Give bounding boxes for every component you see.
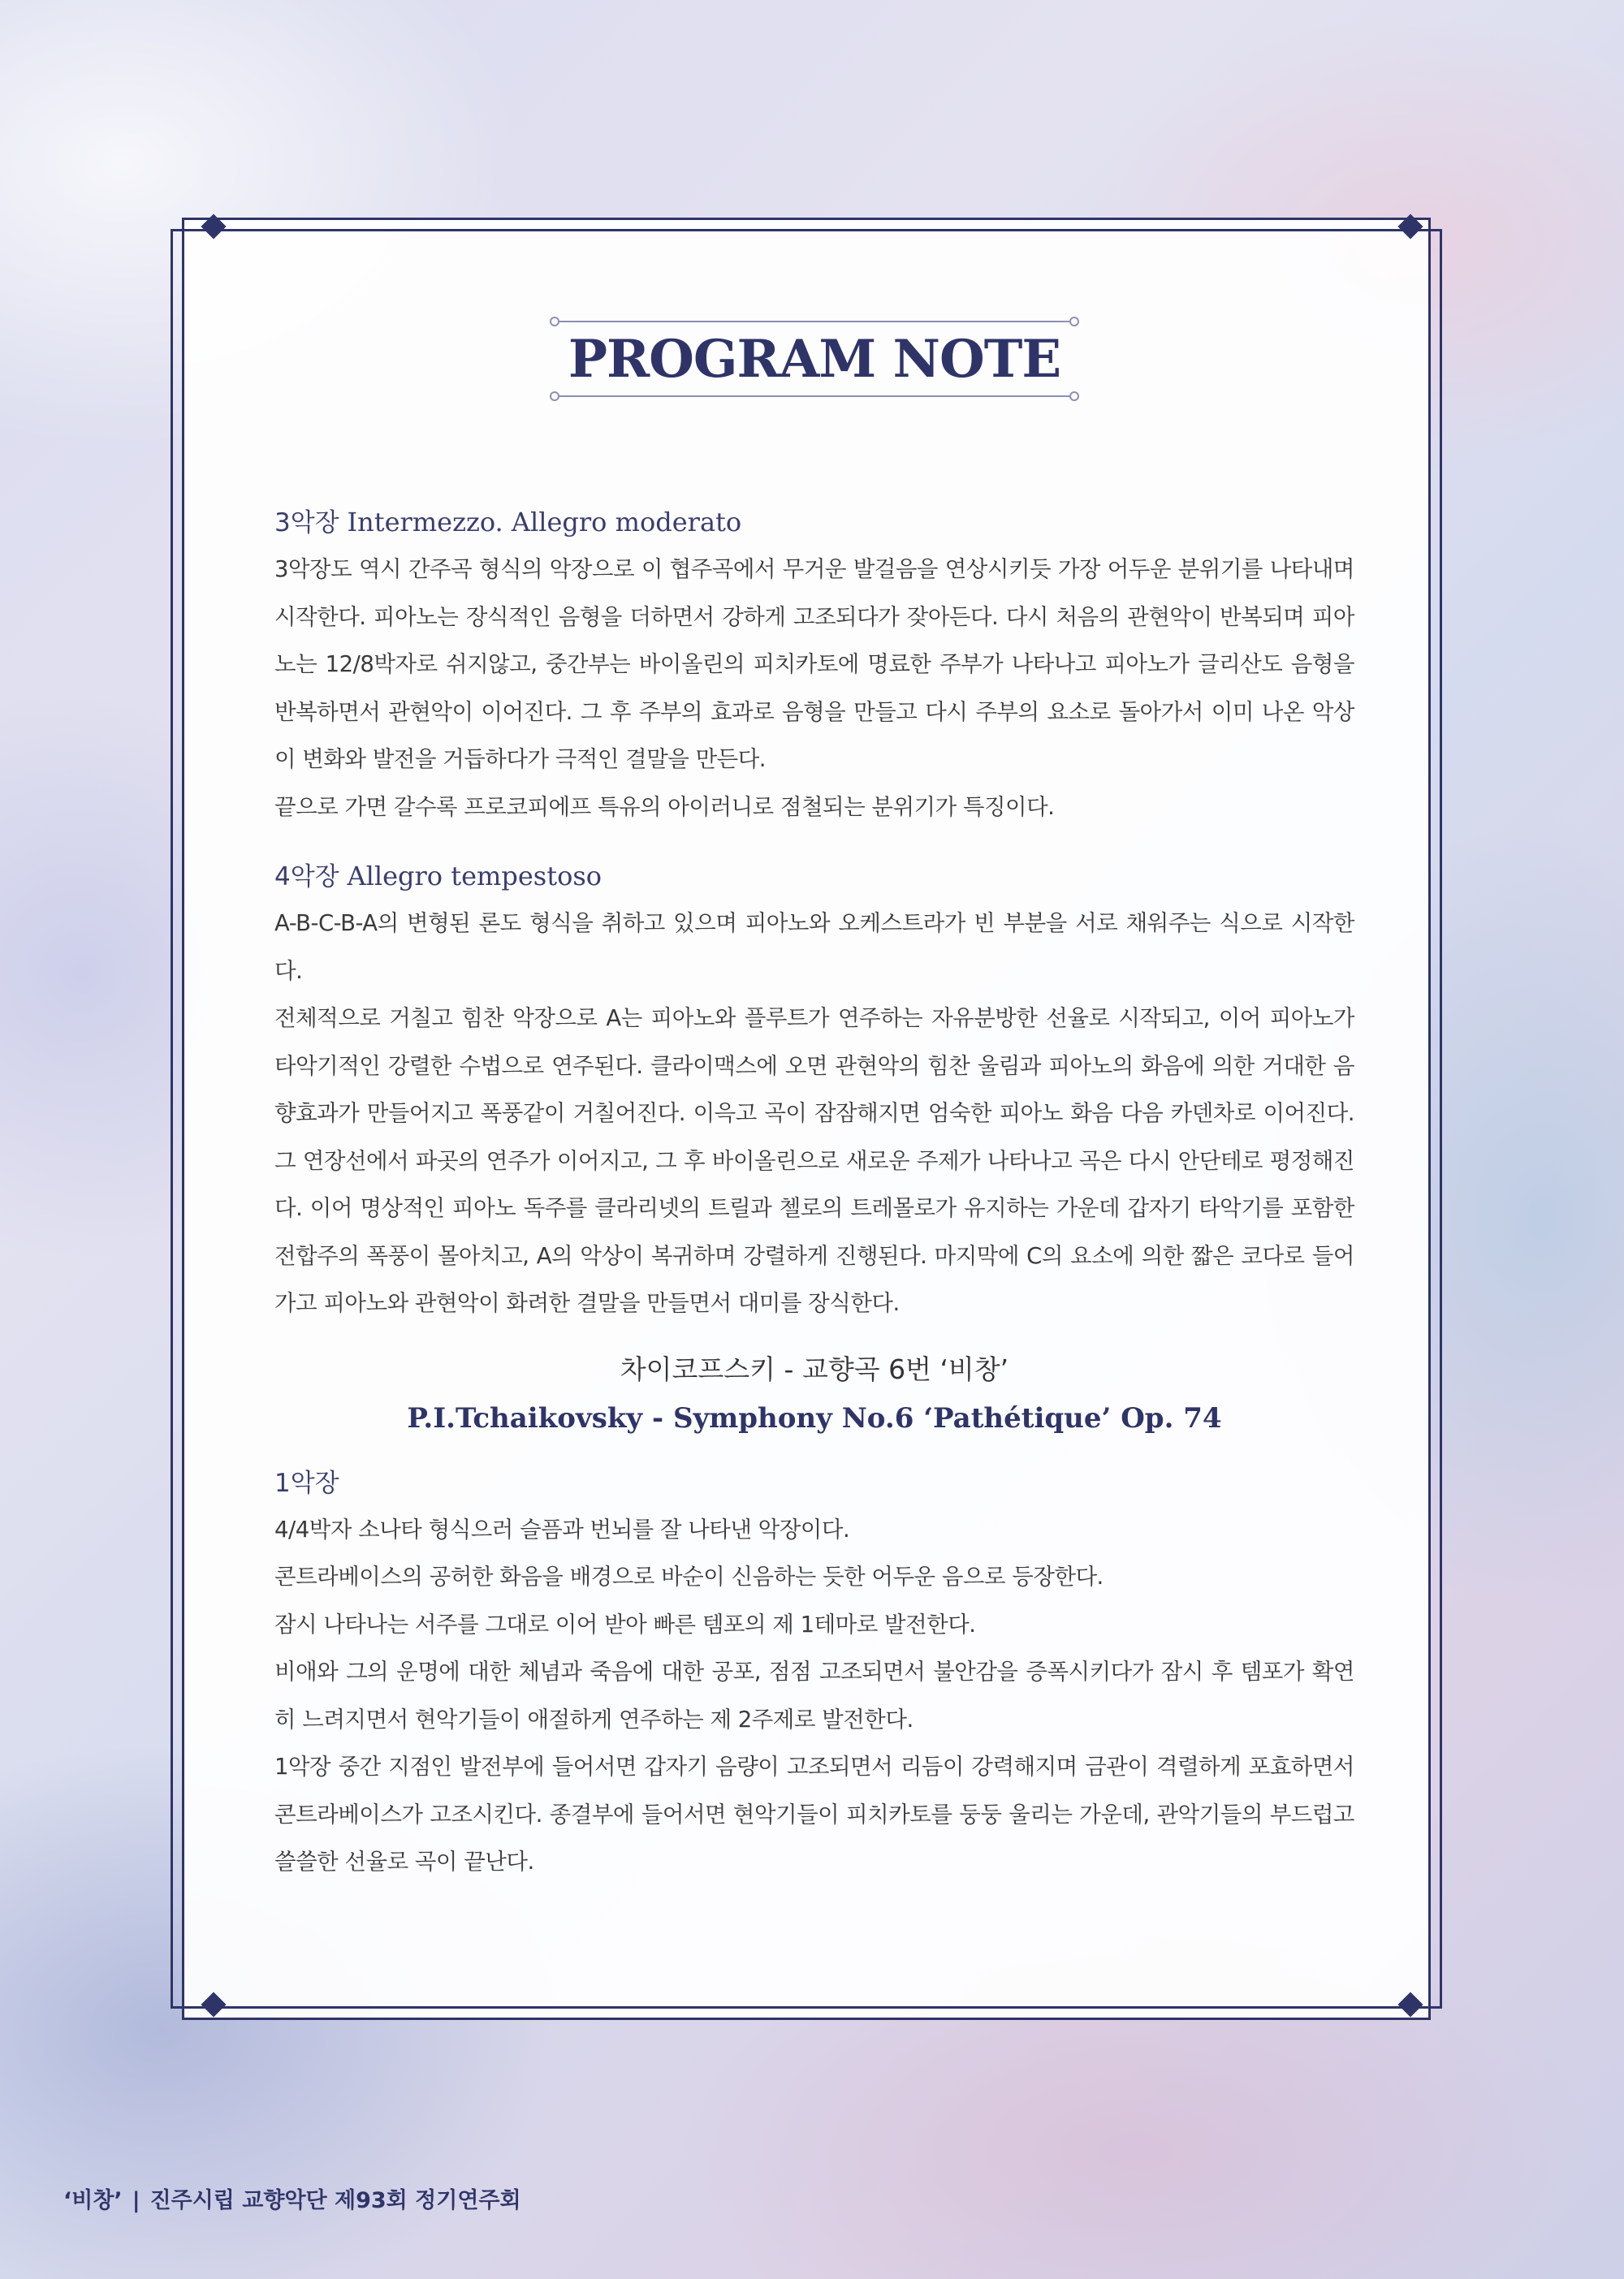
movement-description	[274, 1506, 1354, 1886]
movement-heading	[274, 499, 1354, 546]
title-rule-ornament	[550, 317, 559, 326]
program-note-body	[274, 499, 1354, 1886]
movement-tempo: Intermezzo. Allegro moderato	[347, 507, 742, 537]
title-rule-ornament	[1069, 391, 1079, 401]
title-rule-bottom	[555, 395, 1074, 397]
movement-heading	[274, 853, 1354, 900]
paragraph: 4/4박자 소나타 형식으러 슬픔과 번뇌를 잘 나타낸 악장이다.	[274, 1516, 850, 1543]
paragraph: 전체적으로 거칠고 힘찬 악장으로 A는 피아노와 플루트가 연주하는 자유분방한 선율로 시작되고, 이어 피아노가 타악기적인 강렬한 수법으로 연주된다. 클라이맥스에 오면 관현악의 힘찬 울림과 피아노의 화음에 의한 거대한 음향효과가 만들어지고 폭풍같이 거칠어진다. 이윽고 곡이 잠잠해지면 엄숙한 피아노 화음 다음 카덴차로 이어진다. 그 연장선에서 파곳의 연주가 이어지고, 그 후 바이올린으로 새로운 주제가 나타나고 곡은 다시 안단테로 평정해진다. 이어 명상적인 피아노 독주를 클라리넷의 트릴과 첼로의 트레몰로가 유지하는 가운데 갑자기 타악기를 포함한 전합주의 폭풍이 몰아치고, A의 악상이 복귀하며 강렬하게 진행된다. 마지막에 C의 요소에 의한 짧은 코다로 들어가고 피아노와 관현악이 화려한 결말을 만들면서 대미를 장식한다.	[274, 1005, 1354, 1316]
movement-number: 1악장	[274, 1468, 339, 1498]
movement-description	[274, 900, 1354, 1327]
paragraph: 끝으로 가면 갈수록 프로코피에프 특유의 아이러니로 점철되는 분위기가 특징이다.	[274, 793, 1055, 820]
movement-number: 3악장	[274, 508, 339, 537]
footer-separator: |	[132, 2188, 140, 2213]
paragraph: 1악장 중간 지점인 발전부에 들어서면 갑자기 음량이 고조되면서 리듬이 강력해지며 금관이 격렬하게 포효하면서 콘트라베이스가 고조시킨다. 종결부에 들어서면 현악기들이 피치카토를 둥둥 울리는 가운데, 관악기들의 부드럽고 쓸쓸한 선율로 곡이 끝난다.	[274, 1754, 1354, 1875]
paragraph: 잠시 나타나는 서주를 그대로 이어 받아 빠른 템포의 제 1테마로 발전한다.	[274, 1611, 976, 1638]
movement-description	[274, 546, 1354, 831]
title-rule-ornament	[550, 391, 559, 401]
title-rule-top	[555, 321, 1074, 322]
symphony-title-english: P.I.Tchaikovsky - Symphony No.6 ‘Pathétique’ Op. 74	[407, 1401, 1222, 1435]
page-footer	[63, 2182, 521, 2214]
page-title-box	[555, 321, 1074, 399]
symphony-title-korean: 차이코프스키 - 교향곡 6번 ‘비창’	[620, 1353, 1009, 1385]
movement-number: 4악장	[274, 862, 339, 891]
movement-heading	[274, 1461, 1354, 1506]
movement-tempo: Allegro tempestoso	[347, 861, 603, 891]
paragraph: 콘트라베이스의 공허한 화음을 배경으로 바순이 신음하는 듯한 어두운 음으로 등장한다.	[274, 1564, 1104, 1590]
concert-name: 진주시립 교향악단 제93회 정기연주회	[149, 2188, 521, 2213]
paragraph: 비애와 그의 운명에 대한 체념과 죽음에 대한 공포, 점점 고조되면서 불안감을 증폭시키다가 잠시 후 템포가 확연히 느려지면서 현악기들이 애절하게 연주하는 제 2주제로 발전한다.	[274, 1659, 1354, 1733]
page-title: PROGRAM NOTE	[568, 329, 1061, 390]
title-rule-ornament	[1069, 317, 1079, 326]
paragraph: 3악장도 역시 간주곡 형식의 악장으로 이 협주곡에서 무거운 발걸음을 연상시키듯 가장 어두운 분위기를 나타내며 시작한다. 피아노는 장식적인 음형을 더하면서 강하게 고조되다가 잦아든다. 다시 처음의 관현악이 반복되며 피아노는 12/8박자로 쉬지않고, 중간부는 바이올린의 피치카토에 명료한 주부가 나타나고 피아노가 글리산도 음형을 반복하면서 관현악이 이어진다. 그 후 주부의 효과로 음형을 만들고 다시 주부의 요소로 돌아가서 이미 나온 악상이 변화와 발전을 거듭하다가 극적인 결말을 만든다.	[274, 556, 1354, 772]
paragraph: A-B-C-B-A의 변형된 론도 형식을 취하고 있으며 피아노와 오케스트라가 빈 부분을 서로 채워주는 식으로 시작한다.	[274, 910, 1354, 984]
concert-tag: ‘비창’	[63, 2188, 123, 2213]
